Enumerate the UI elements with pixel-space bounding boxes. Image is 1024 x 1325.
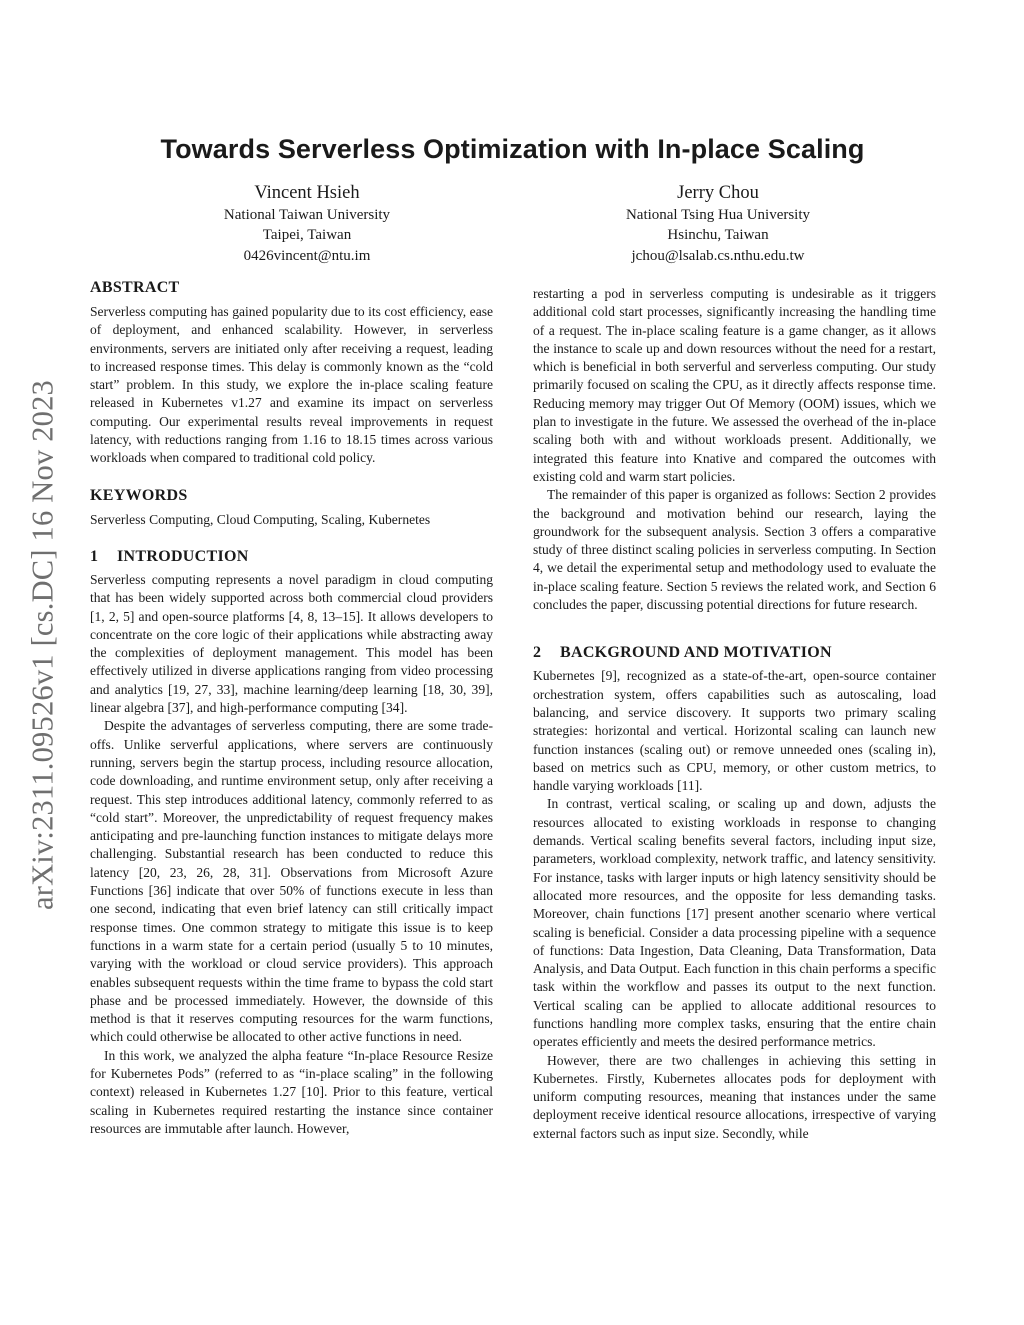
abstract-text: Serverless computing has gained popularity due to its cost efficiency, ease of deployment, and enhanced scalability. However, in serverless environments, servers are initiated only after receiving a request, leading to increased response times. This delay is commonly known as the “cold start” problem. In this study, we explore the in-place scaling feature released in Kubernetes v1.27 and examine its impact on serverless computing. Our experimental results reveal improvements in request latency, with reductions ranging from 1.16 to 18.15 times across various workloads when compared to traditional cold policy. (90, 304, 493, 466)
author-name: Jerry Chou (677, 183, 759, 203)
author-email: 0426vincent@ntu.im (243, 247, 371, 264)
intro-paragraph-2: Despite the advantages of serverless computing, there are some trade-offs. Unlike serverful applications, where servers are continuously running, servers begin the startup process, including resource allocation, code downloading, and runtime environment setup, only after receiving a request. This step introduces additional latency, commonly referred to as “cold start”. Moreover, the unpredictability of request frequency makes anticipating and pre-launching function instances to mitigate delays more challenging. Substantial research has been conducted to reduce this latency [20, 23, 26, 28, 31]. Observations from Microsoft Azure Functions [36] indicate that over 50% of functions execute in less than one second, indicating that even brief latency can still critically impact response times. One common strategy to mitigate this issue is to keep functions in a warm state for a certain period (usually 5 to 10 minutes, varying with the workload or cloud service providers). This approach enables subsequent requests within the time frame to bypass the cold start phase and be processed immediately. However, the downside of this method is that it reserves computing resources for the warm functions, which could otherwise be allocated to other active functions in need. (90, 718, 493, 1045)
background-paragraph-1: Kubernetes [9], recognized as a state-of-the-art, open-source container orchestration system, offers capabilities such as autoscaling, load balancing, and service discovery. It supports two primary scaling strategies: horizontal and vertical. Horizontal scaling can launch new function instances (scaling out) or remove unneeded ones (scaling in), based on metrics such as CPU, memory, or other custom metrics, to handle varying workloads [11]. (533, 668, 936, 794)
intro-paragraph-3: In this work, we analyzed the alpha feature “In-place Resource Resize for Kubernetes Pods” (referred to as “in-place scaling” in the following context) released in Kubernetes 1.27 [10]. Prior to this feature, vertical scaling in Kubernetes required restarting the instance since container resources are immutable after launch. However, (90, 1047, 493, 1136)
author-email: jchou@lsalab.cs.nthu.edu.tw (631, 247, 805, 264)
section-title: BACKGROUND AND MOTIVATION (560, 644, 832, 662)
intro-paragraph-1: Serverless computing represents a novel paradigm in cloud computing that has been widely supported across both commercial cloud providers [1, 2, 5] and open-source platforms [4, 8, 13–15]. It allows developers to concentrate on the core logic of their applications while abstracting away the complexities of deployment management. This model has been effectively utilized in diverse applications ranging from video processing and analytics [19, 27, 33], machine learning/deep learning [18, 30, 39], linear algebra [37], and high-performance computing [34]. (90, 571, 493, 716)
paper-title: Towards Serverless Optimization with In-place Scaling (160, 134, 865, 164)
author-name: Vincent Hsieh (254, 183, 360, 203)
keywords-text: Serverless Computing, Cloud Computing, Scaling, Kubernetes (90, 511, 431, 527)
intro-paragraph-3-continued: restarting a pod in serverless computing is undesirable as it triggers additional cold start processes, significantly increasing the handling time of a request. The in-place scaling feature is a game changer, as it allows the instance to scale up and down resources without the need for a restart, which is beneficial in both serverful and serverless computing. Our study primarily focused on scaling the CPU, as it directly affects response time. Reducing memory may trigger Out Of Memory (OOM) issues, which we plan to investigate in the future. We assessed the overhead of the in-place scaling both with and without workloads present. Additionally, we integrated this feature into Knative and compared the outcomes with existing cold and warm start policies. (533, 286, 936, 484)
left-column (90, 278, 493, 1138)
background-paragraph-2: In contrast, vertical scaling, or scaling up and down, adjusts the resources allocated to existing workloads in response to changing demands. Vertical scaling benefits several factors, including input size, parameters, workload complexity, network traffic, and latency sensitivity. For instance, tasks with larger inputs or high latency sensitivity should be allocated more resources, and the opposite for less demanding tasks. Moreover, chain functions [17] present another scenario where vertical scaling is beneficial. Consider a data processing pipeline with a sequence of functions: Data Ingestion, Data Cleaning, Data Transformation, Data Analysis, and Data Output. Each function in this chain performs a specific task within the workflow and passes its output to the next function. Vertical scaling can be applied to allocate additional resources to functions handling more complex tasks, ensuring that the entire chain operates efficiently and meets the desired performance metrics. (533, 796, 936, 1050)
section-title: INTRODUCTION (117, 547, 249, 565)
introduction-heading (90, 547, 493, 567)
author-location: Taipei, Taiwan (262, 227, 352, 244)
abstract-heading: ABSTRACT (90, 279, 180, 296)
section-number: 2 (533, 644, 542, 662)
arxiv-identifier: arXiv:2311.09526v1 [cs.DC] 16 Nov 2023 (25, 379, 60, 911)
author-block-1 (107, 182, 507, 266)
section-number: 1 (90, 547, 99, 565)
author-location: Hsinchu, Taiwan (667, 227, 769, 244)
author-affiliation: National Tsing Hua University (625, 207, 811, 223)
intro-paragraph-4: The remainder of this paper is organized as follows: Section 2 provides the background and motivation behind our research, laying the groundwork for the subsequent analysis. Section 3 offers a comparative study of three distinct scaling policies in serverless computing. In Section 4, we detail the experimental setup and methodology used to evaluate the in-place scaling feature. Section 5 reviews the related work, and Section 6 concludes the paper, discussing potential directions for future research. (533, 487, 936, 613)
keywords-heading: KEYWORDS (90, 486, 188, 504)
author-affiliation: National Taiwan University (223, 207, 391, 223)
author-block-2 (518, 182, 918, 266)
background-paragraph-3: However, there are two challenges in achieving this setting in Kubernetes. Firstly, Kubernetes allocates pods for deployment with uniform computing resources, meaning that instances under the same deployment receive identical resource allocations, irrespective of varying external factors such as input size. Secondly, while (533, 1052, 936, 1141)
right-column (533, 285, 936, 1143)
background-heading (533, 643, 936, 663)
